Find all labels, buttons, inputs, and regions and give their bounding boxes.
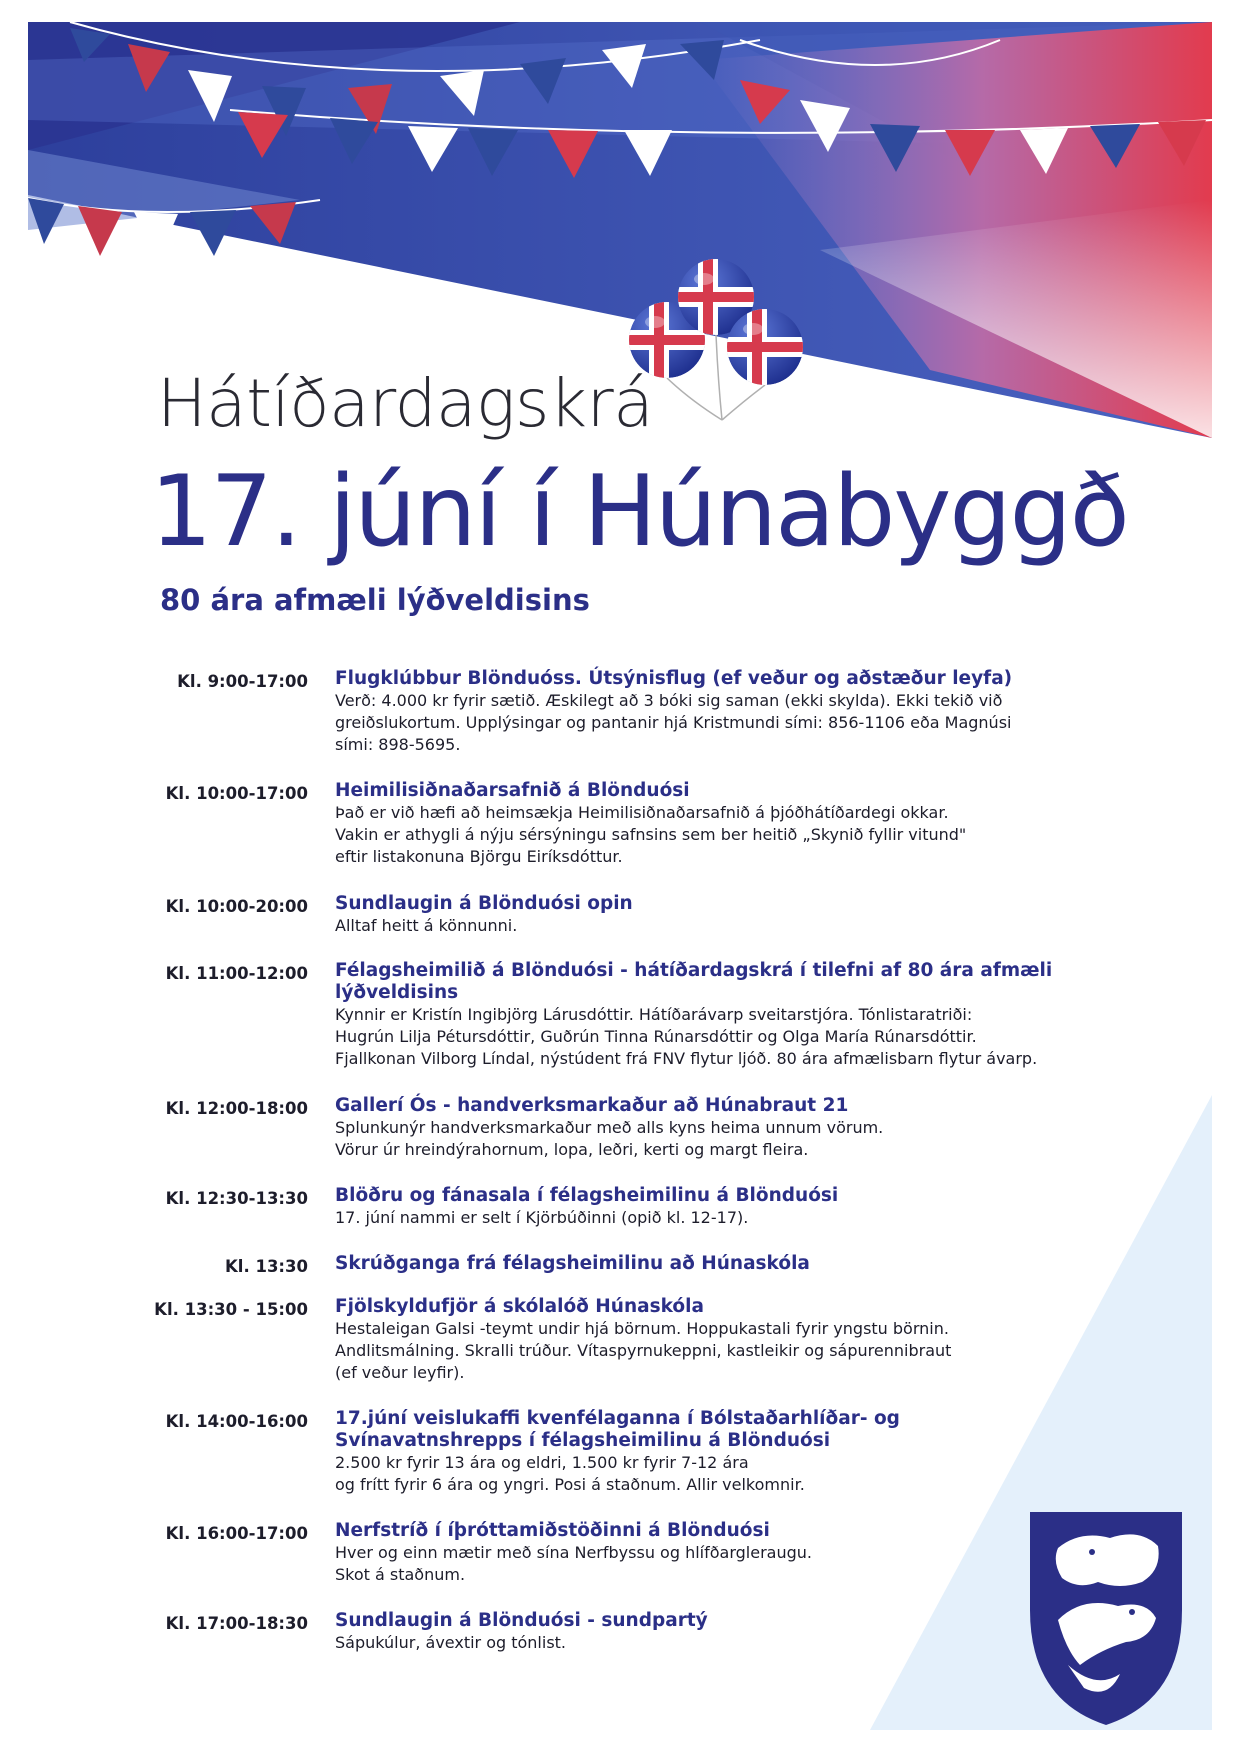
event-description: 2.500 kr fyrir 13 ára og eldri, 1.500 kr fyrir 7-12 ára og frítt fyrir 6 ára og yngri. Posi á staðnum. Allir velkomnir. xyxy=(335,1453,805,1494)
event-description: Kynnir er Kristín Ingibjörg Lárusdóttir. Hátíðarávarp sveitarstjóra. Tónlistaratriði: Hugrún Lilja Pétursdóttir, Guðrún Tinna Rúnarsdóttir og Olga María Rúnarsdóttir. Fjallkonan Vilborg Líndal, nýstúdent frá FNV flytur ljóð. 80 ára afmælisbarn flytur ávarp. xyxy=(335,1005,1038,1068)
event-title: Heimilisiðnaðarsafnið á Blönduósi xyxy=(335,780,690,801)
event-title: Gallerí Ós - handverksmarkaður að Húnabraut 21 xyxy=(335,1095,849,1116)
event-description: Hestaleigan Galsi -teymt undir hjá börnum. Hoppukastali fyrir yngstu börnin. Andlitsmálning. Skralli trúður. Vítaspyrnukeppni, kastleikir og sápurennibraut (ef veður leyfir). xyxy=(335,1319,952,1382)
event-title: Sundlaugin á Blönduósi opin xyxy=(335,893,633,914)
event-title: Skrúðganga frá félagsheimilinu að Húnaskóla xyxy=(335,1253,810,1274)
event-title: Flugklúbbur Blönduóss. Útsýnisflug (ef veður og aðstæður leyfa) xyxy=(335,668,1013,689)
event-time: Kl. 12:30-13:30 xyxy=(165,1189,308,1208)
event-title: Blöðru og fánasala í félagsheimilinu á Blönduósi xyxy=(335,1185,839,1206)
event-time: Kl. 9:00-17:00 xyxy=(177,672,308,691)
event-description: Alltaf heitt á könnunni. xyxy=(335,916,518,935)
event-time: Kl. 13:30 xyxy=(225,1257,308,1276)
event-description: Hver og einn mætir með sína Nerfbyssu og hlífðargleraugu. Skot á staðnum. xyxy=(335,1543,812,1584)
event-title: Sundlaugin á Blönduósi - sundpartý xyxy=(335,1610,708,1631)
event-description: Sápukúlur, ávextir og tónlist. xyxy=(335,1633,567,1652)
event-title: 17.júní veislukaffi kvenfélaganna í Bólstaðarhlíðar- og Svínavatnshrepps í félagsheimilinu á Blönduósi xyxy=(335,1408,900,1451)
event-description: Það er við hæfi að heimsækja Heimilisiðnaðarsafnið á þjóðhátíðardegi okkar. Vakin er athygli á nýju sérsýningu safnsins sem ber heitið „Skynið fyllir vitund" eftir listakonuna Björgu Eiríksdóttur. xyxy=(335,803,967,866)
page-title-small: Hátíðardagskrá xyxy=(157,365,654,442)
page-subtitle: 80 ára afmæli lýðveldisins xyxy=(160,583,590,617)
event-description: Verð: 4.000 kr fyrir sætið. Æskilegt að 3 bóki sig saman (ekki skylda). Ekki tekið við greiðslukortum. Upplýsingar og pantanir hjá Kristmundi sími: 856-1106 eða Magnúsi sími: 898-5695. xyxy=(335,691,1012,754)
event-title: Fjölskyldufjör á skólalóð Húnaskóla xyxy=(335,1296,704,1317)
event-time: Kl. 12:00-18:00 xyxy=(165,1099,308,1118)
event-description: 17. júní nammi er selt í Kjörbúðinni (opið kl. 12-17). xyxy=(335,1208,749,1227)
event-description: Splunkunýr handverksmarkaður með alls kyns heima unnum vörum. Vörur úr hreindýrahornum, lopa, leðri, kerti og margt fleira. xyxy=(335,1118,884,1159)
event-title: Nerfstríð í íþróttamiðstöðinni á Blönduósi xyxy=(335,1520,770,1541)
event-title: Félagsheimilið á Blönduósi - hátíðardagskrá í tilefni af 80 ára afmæli lýðveldisins xyxy=(335,960,1053,1003)
event-time: Kl. 17:00-18:30 xyxy=(165,1614,308,1633)
page-title: 17. júní í Húnabyggð xyxy=(150,455,1128,569)
event-time: Kl. 16:00-17:00 xyxy=(165,1524,308,1543)
event-time: Kl. 10:00-17:00 xyxy=(165,784,308,803)
event-time: Kl. 10:00-20:00 xyxy=(165,897,308,916)
event-time: Kl. 14:00-16:00 xyxy=(165,1412,308,1431)
event-time: Kl. 13:30 - 15:00 xyxy=(154,1300,308,1319)
event-time: Kl. 11:00-12:00 xyxy=(165,964,308,983)
